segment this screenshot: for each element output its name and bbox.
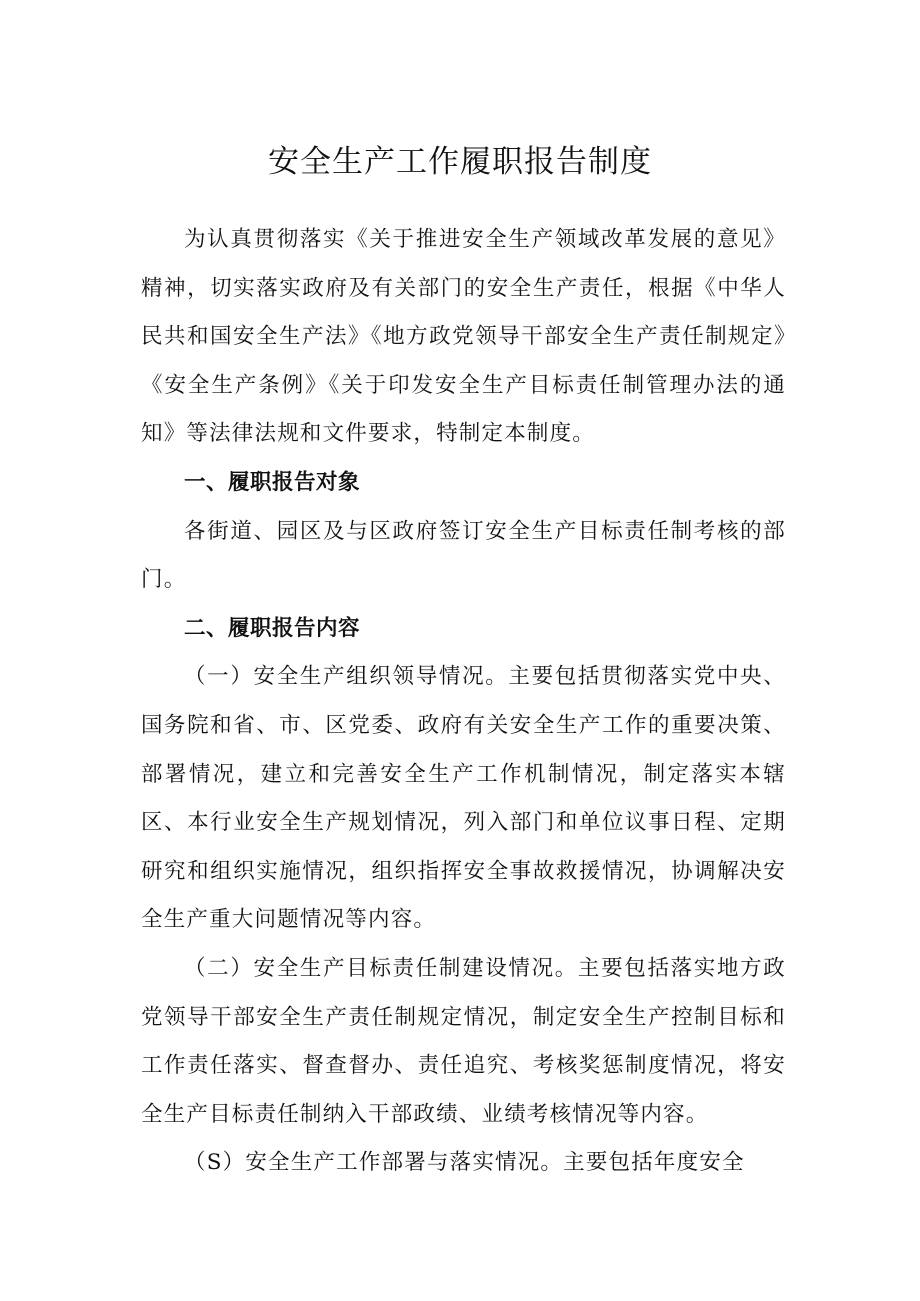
- document-title: 安全生产工作履职报告制度: [268, 144, 652, 180]
- intro-paragraph: 为认真贯彻落实《关于推进安全生产领域改革发展的意见》精神，切实落实政府及有关部门的安全生产责任，根据《中华人民共和国安全生产法》《地方政党领导干部安全生产责任制规定》《安全生产条例》《关于印发安全生产目标责任制管理办法的通知》等法律法规和文件要求，特制定本制度。: [141, 227, 786, 447]
- section-2-paragraph-3: （S）安全生产工作部署与落实情况。主要包括年度安全: [184, 1150, 745, 1176]
- section-2-paragraph-2: （二）安全生产目标责任制建设情况。主要包括落实地方政党领导干部安全生产责任制规定情况，制定安全生产控制目标和工作责任落实、督查督办、责任追究、考核奖惩制度情况，将安全生产目标责任制纳入干部政绩、业绩考核情况等内容。: [141, 955, 786, 1127]
- document-body: [141, 216, 786, 1188]
- section-heading-1: 一、履职报告对象: [184, 469, 361, 495]
- section-2-paragraph-1: （一）安全生产组织领导情况。主要包括贯彻落实党中央、国务院和省、市、区党委、政府有关安全生产工作的重要决策、部署情况，建立和完善安全生产工作机制情况，制定落实本辖区、本行业安全生产规划情况，列入部门和单位议事日程、定期研究和组织实施情况，组织指挥安全事故救援情况，协调解决安全生产重大问题情况等内容。: [141, 664, 786, 933]
- section-1-paragraph-1: 各街道、园区及与区政府签订安全生产目标责任制考核的部门。: [141, 518, 786, 593]
- section-heading-2: 二、履职报告内容: [184, 615, 361, 641]
